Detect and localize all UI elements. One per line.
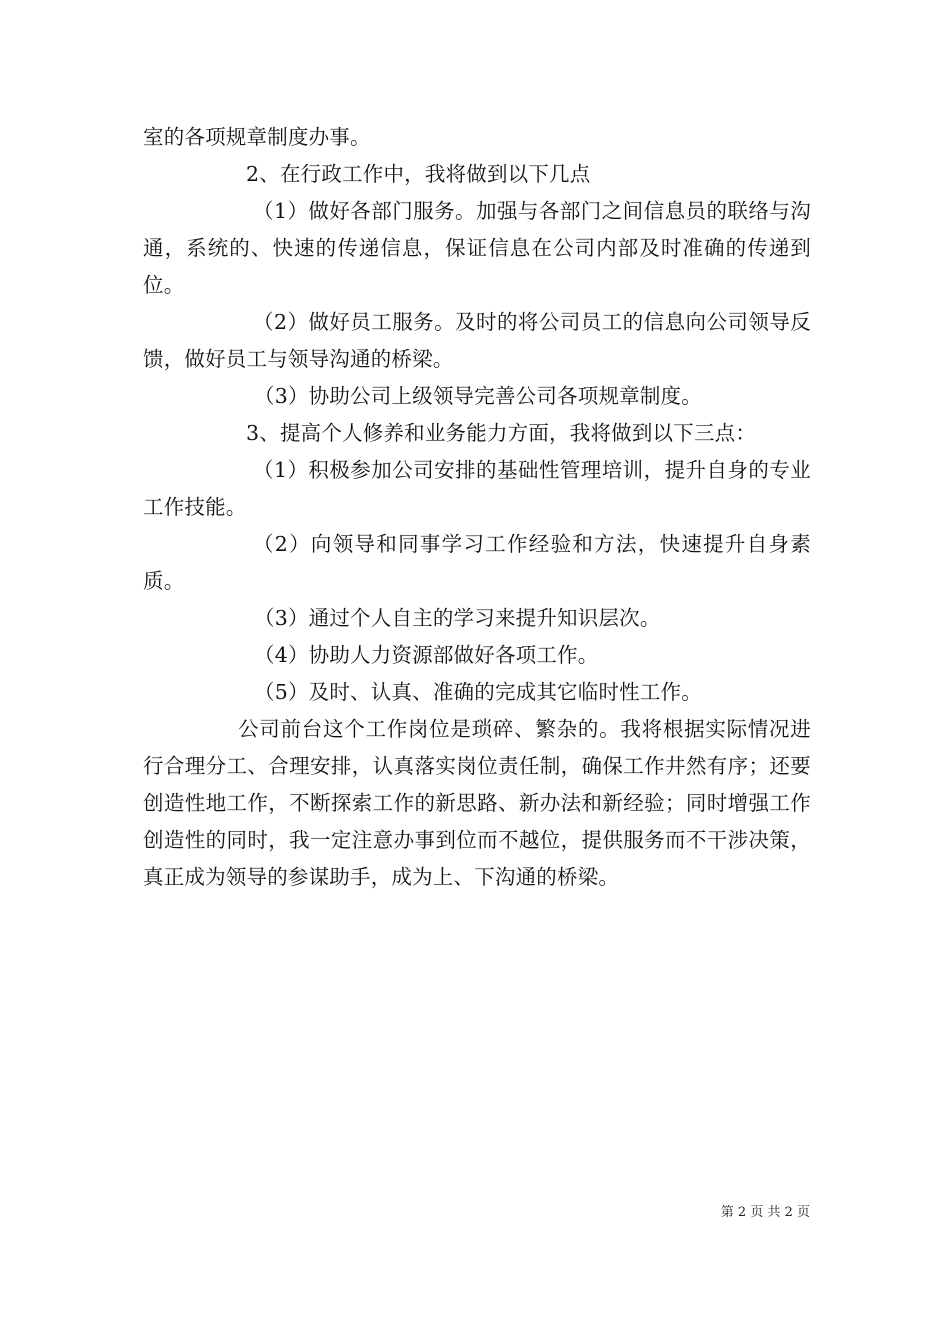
section-heading-personal-development: 3、提高个人修养和业务能力方面，我将做到以下三点：	[246, 421, 757, 445]
section-heading-administrative-work: 2、在行政工作中，我将做到以下几点	[246, 162, 591, 186]
list-item: （3）协助公司上级领导完善公司各项规章制度。	[254, 384, 702, 408]
list-item: （2）向领导和同事学习工作经验和方法，快速提升自身素质。	[143, 532, 811, 593]
paragraph-continuation: 室的各项规章制度办事。	[143, 125, 371, 149]
list-item: （1）做好各部门服务。加强与各部门之间信息员的联络与沟通，系统的、快速的传递信息，保证信息在公司内部及时准确的传递到位。	[143, 199, 811, 297]
document-body	[143, 119, 811, 896]
list-item: （2）做好员工服务。及时的将公司员工的信息向公司领导反馈，做好员工与领导沟通的桥梁。	[143, 310, 811, 371]
page-number-footer: 第 2 页 共 2 页	[720, 1205, 810, 1220]
list-item: （4）协助人力资源部做好各项工作。	[254, 643, 599, 667]
list-item: （3）通过个人自主的学习来提升知识层次。	[254, 606, 661, 630]
closing-paragraph: 公司前台这个工作岗位是琐碎、繁杂的。我将根据实际情况进行合理分工、合理安排，认真落实岗位责任制，确保工作井然有序；还要创造性地工作，不断探索工作的新思路、新办法和新经验；同时增强工作创造性的同时，我一定注意办事到位而不越位，提供服务而不干涉决策，真正成为领导的参谋助手，成为上、下沟通的桥梁。	[143, 717, 811, 889]
list-item: （5）及时、认真、准确的完成其它临时性工作。	[254, 680, 702, 704]
list-item: （1）积极参加公司安排的基础性管理培训，提升自身的专业工作技能。	[143, 458, 811, 519]
